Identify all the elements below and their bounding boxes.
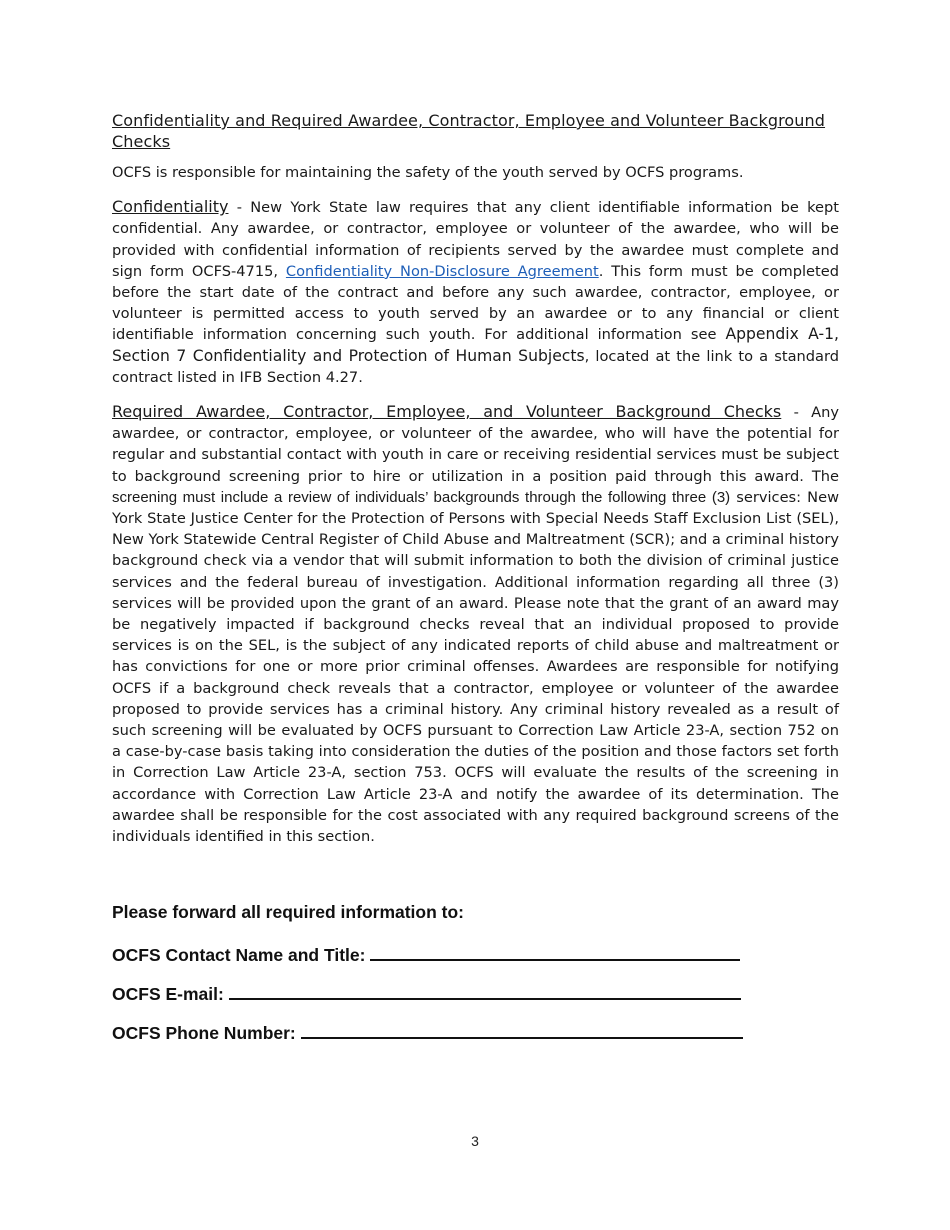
confidentiality-lead: Confidentiality [112,197,229,217]
main-content [112,110,839,847]
contact-title: Please forward all required information to: [112,902,465,922]
confidentiality-text-3: , located at the link to a standard contract listed in IFB Section 4.27. [112,347,839,386]
contact-phone-label: OCFS Phone Number: [112,1023,296,1043]
confidentiality-paragraph [112,196,839,388]
background-text-sans: screening must include a review of individuals’ backgrounds through the following three (3) [112,488,731,506]
contact-name-row [112,939,852,978]
confidentiality-text-2: . This form must be completed before the start date of the contract and before any such awardee, contractor, employee, or volunteer is permitted access to youth served by an awardee or to any financial or client identifiable information concerning such youth. For additional information see [112,262,839,344]
confidentiality-text-1: - New York State law requires that any client identifiable information be kept confidential. Any awardee, or contractor, employee or volunteer of the awardee, who will be provided with confidential information of recipients served by the awardee must complete and sign form OCFS-4715, [112,199,839,280]
nda-link[interactable]: Confidentiality Non-Disclosure Agreement [285,262,599,280]
background-checks-lead: Required Awardee, Contractor, Employee, and Volunteer Background Checks [112,402,782,422]
appendix-reference: Appendix A-1, Section 7 Confidentiality and Protection of Human Subjects [112,325,839,365]
intro-paragraph: OCFS is responsible for maintaining the safety of the youth served by OCFS programs. [112,164,744,181]
contact-section [112,900,852,1056]
page-number: 3 [471,1133,479,1149]
contact-name-blank[interactable] [370,939,740,961]
contact-email-label: OCFS E-mail: [112,984,224,1004]
contact-phone-blank[interactable] [301,1017,743,1039]
contact-email-row [112,978,852,1017]
background-text-1: - Any awardee, or contractor, employee, or volunteer of the awardee, who will have the potential for regular and substantial contact with youth in care or receiving residential services must be subject to background screening prior to hire or utilization in a position paid through this award. The [112,404,839,485]
background-text-2: services: New York State Justice Center for the Protection of Persons with Special Needs Staff Exclusion List (SEL), New York Statewide Central Register of Child Abuse and Maltreatment (SCR); and a criminal history background check via a vendor that will submit information to both the division of criminal justice services and the federal bureau of investigation. Additional information regarding all three (3) services will be provided upon the grant of an award. Please note that the grant of an award may be negatively impacted if background checks reveal that an individual proposed to provide services is on the SEL, is the subject of any indicated reports of child abuse and maltreatment or has convictions for one or more prior criminal offenses. Awardees are responsible for notifying OCFS if a background check reveals that a contractor, employee or volunteer of the awardee proposed to provide services has a criminal history. Any criminal history revealed as a result of such screening will be evaluated by OCFS pursuant to Correction Law Article 23-A, section 752 on a case-by-case basis taking into consideration the duties of the position and those factors set forth in Correction Law Article 23-A, section 753. OCFS will evaluate the results of the screening in accordance with Correction Law Article 23-A and notify the awardee of its determination. The awardee shall be responsible for the cost associated with any required background screens of the individuals identified in this section. [112,488,840,846]
background-checks-paragraph [112,401,839,847]
contact-name-label: OCFS Contact Name and Title: [112,945,366,965]
section-heading: Confidentiality and Required Awardee, Contractor, Employee and Volunteer Background Checks [112,111,826,151]
contact-phone-row [112,1017,852,1056]
contact-email-blank[interactable] [229,978,741,1000]
